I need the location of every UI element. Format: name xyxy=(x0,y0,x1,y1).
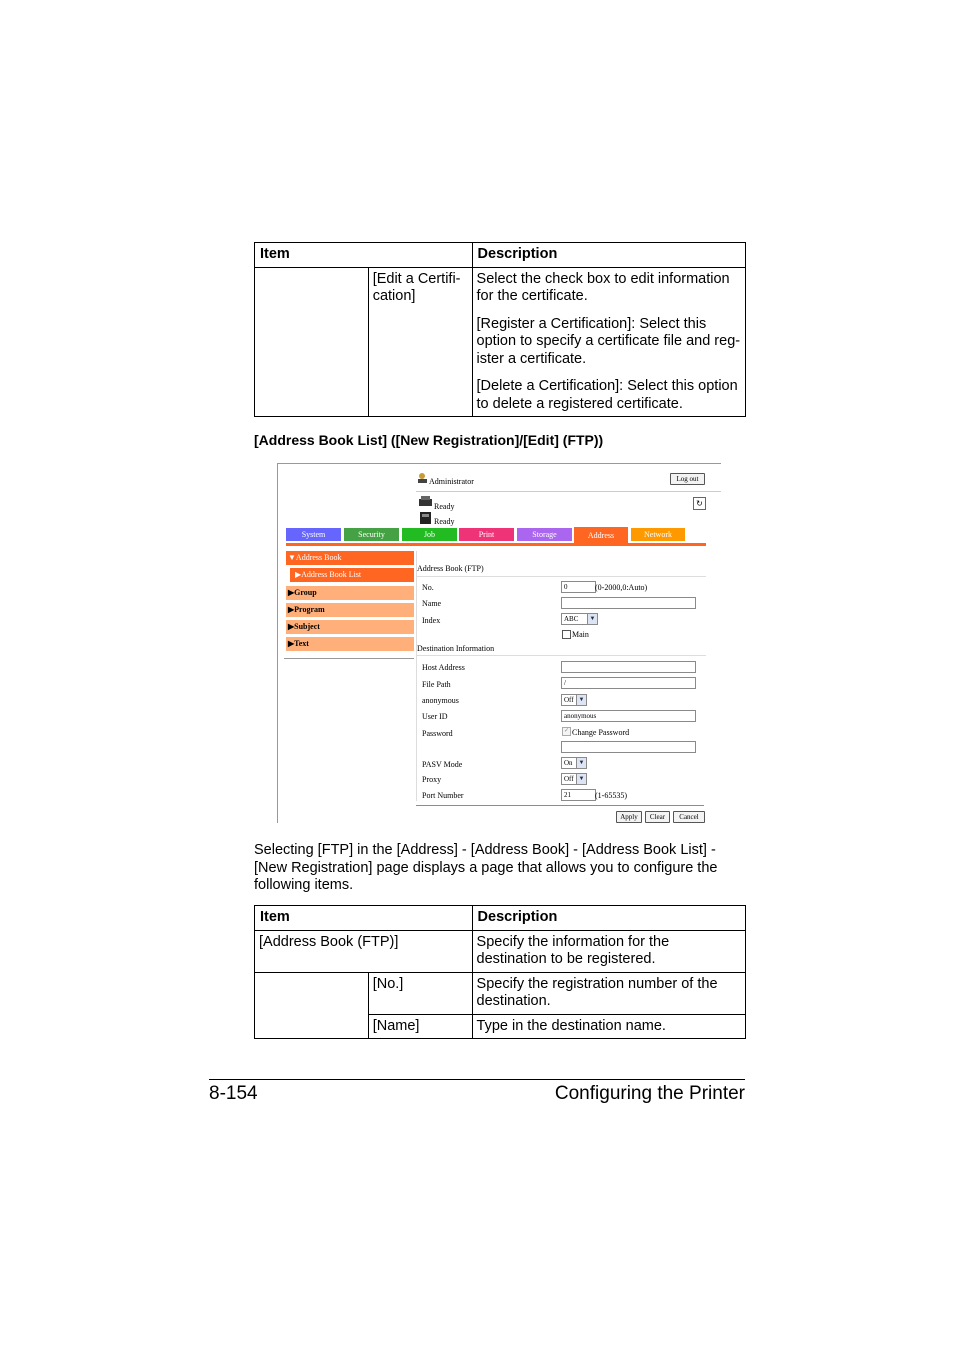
chevron-down-icon: ▼ xyxy=(576,774,586,784)
apply-button[interactable]: Apply xyxy=(616,811,642,823)
menu-subject[interactable]: ▶Subject xyxy=(286,620,414,634)
item-cell: [Name] xyxy=(368,1014,472,1039)
anonymous-value: Off xyxy=(564,696,574,704)
password-input[interactable] xyxy=(561,741,696,753)
item-cell: [Address Book (FTP)] xyxy=(255,930,473,972)
footer-rule xyxy=(209,1079,745,1080)
section-heading: [Address Book List] ([New Registration]/[Edit] (FTP)) xyxy=(254,432,604,448)
tab-address[interactable]: Address xyxy=(574,527,628,544)
chevron-down-icon: ▼ xyxy=(576,758,586,768)
index-label: Index xyxy=(422,616,441,625)
table-row xyxy=(255,930,746,972)
certificate-table xyxy=(254,242,746,417)
index-value: ABC xyxy=(564,615,579,623)
form-title: Address Book (FTP) xyxy=(417,564,484,573)
port-hint: (1-65535) xyxy=(595,791,627,800)
header-divider xyxy=(416,491,721,492)
menu-address-book[interactable]: ▼Address Book xyxy=(286,551,414,565)
description-paragraph: [Delete a Certification]: Select this option to delete a registered certificate. xyxy=(476,378,738,412)
header-description: Description xyxy=(472,243,745,268)
port-input[interactable]: 21 xyxy=(561,789,596,801)
chevron-down-icon: ▼ xyxy=(587,614,597,624)
tab-job[interactable]: Job xyxy=(402,528,457,541)
no-hint: (0-2000,0:Auto) xyxy=(595,583,648,592)
table-header-row xyxy=(255,243,746,268)
chevron-down-icon: ▼ xyxy=(576,695,586,705)
name-input[interactable] xyxy=(561,597,696,609)
screenshot-left-border xyxy=(277,463,278,823)
table-row xyxy=(255,267,746,417)
main-checkbox[interactable] xyxy=(562,630,571,639)
description-cell: Specify the information for the destination to be registered. xyxy=(472,930,745,972)
description-cell: Type in the destination name. xyxy=(472,1014,745,1039)
tab-security[interactable]: Security xyxy=(344,528,399,541)
proxy-value: Off xyxy=(564,775,574,783)
refresh-icon[interactable]: ↻ xyxy=(693,497,706,510)
header-description: Description xyxy=(472,906,745,931)
pasv-label: PASV Mode xyxy=(422,760,463,769)
form-bottom-rule xyxy=(416,805,704,806)
chapter-title: Configuring the Printer xyxy=(554,1083,745,1104)
pasv-select[interactable] xyxy=(561,757,587,769)
anonymous-select[interactable] xyxy=(561,694,587,706)
proxy-label: Proxy xyxy=(422,775,442,784)
empty-cell xyxy=(255,972,369,1039)
description-paragraph: [Register a Certification]: Select this option to specify a certificate file and reg-ister a certificate. xyxy=(476,315,741,367)
tab-network[interactable]: Network xyxy=(631,528,685,541)
host-input[interactable] xyxy=(561,661,696,673)
form-title-divider xyxy=(416,576,706,577)
clear-button[interactable]: Clear xyxy=(645,811,670,823)
no-input[interactable]: 0 xyxy=(561,581,596,593)
table-header-row xyxy=(255,906,746,931)
header-item: Item xyxy=(255,243,473,268)
tab-underline xyxy=(286,543,706,546)
no-label: No. xyxy=(422,583,434,592)
host-label: Host Address xyxy=(422,663,465,672)
tab-system[interactable]: System xyxy=(286,528,341,541)
change-password-checkbox[interactable]: ✓ xyxy=(563,728,570,734)
cancel-button[interactable]: Cancel xyxy=(673,811,705,823)
anonymous-label: anonymous xyxy=(422,696,459,705)
menu-divider xyxy=(284,658,414,659)
empty-cell xyxy=(255,267,369,417)
toner-icon xyxy=(418,510,433,525)
item-cell: [No.] xyxy=(368,972,472,1014)
admin-icon xyxy=(417,472,428,483)
menu-program[interactable]: ▶Program xyxy=(286,603,414,617)
dest-info-divider xyxy=(416,655,706,656)
address-book-table xyxy=(254,905,746,1039)
status-ready-1: Ready xyxy=(434,502,455,511)
pasv-value: On xyxy=(564,759,573,767)
content-divider xyxy=(416,551,417,801)
name-label: Name xyxy=(422,599,442,608)
user-id-label: User ID xyxy=(422,712,448,721)
proxy-select[interactable] xyxy=(561,773,587,785)
logout-button[interactable]: Log out xyxy=(670,473,705,485)
password-label: Password xyxy=(422,729,453,738)
screenshot-top-border xyxy=(277,463,721,464)
user-id-input[interactable]: anonymous xyxy=(561,710,696,722)
menu-text[interactable]: ▶Text xyxy=(286,637,414,651)
description-cell: Specify the registration number of the destination. xyxy=(472,972,745,1014)
main-label: Main xyxy=(572,630,589,639)
port-label: Port Number xyxy=(422,791,464,800)
body-paragraph: Selecting [FTP] in the [Address] - [Address Book] - [Address Book List] - [New Registration] page displays a page that allows you to configure the following items. xyxy=(254,842,718,893)
description-paragraph: Select the check box to edit information for the certificate. xyxy=(476,270,730,304)
tab-print[interactable]: Print xyxy=(459,528,514,541)
dest-info-heading: Destination Information xyxy=(417,644,495,653)
sub-item-cell: [Edit a Certifi-cation] xyxy=(368,267,472,417)
index-select[interactable] xyxy=(561,613,598,625)
page-number: 8-154 xyxy=(209,1083,258,1104)
path-input[interactable]: / xyxy=(561,677,696,689)
admin-label: Administrator xyxy=(429,477,474,486)
menu-group[interactable]: ▶Group xyxy=(286,586,414,600)
description-cell xyxy=(472,267,745,417)
change-password-label: Change Password xyxy=(572,728,630,737)
table-row xyxy=(255,972,746,1014)
status-ready-2: Ready xyxy=(434,517,455,526)
header-item: Item xyxy=(255,906,473,931)
path-label: File Path xyxy=(422,680,451,689)
tab-storage[interactable]: Storage xyxy=(517,528,572,541)
menu-address-book-list[interactable]: ▶Address Book List xyxy=(290,568,414,582)
printer-icon xyxy=(418,496,433,508)
